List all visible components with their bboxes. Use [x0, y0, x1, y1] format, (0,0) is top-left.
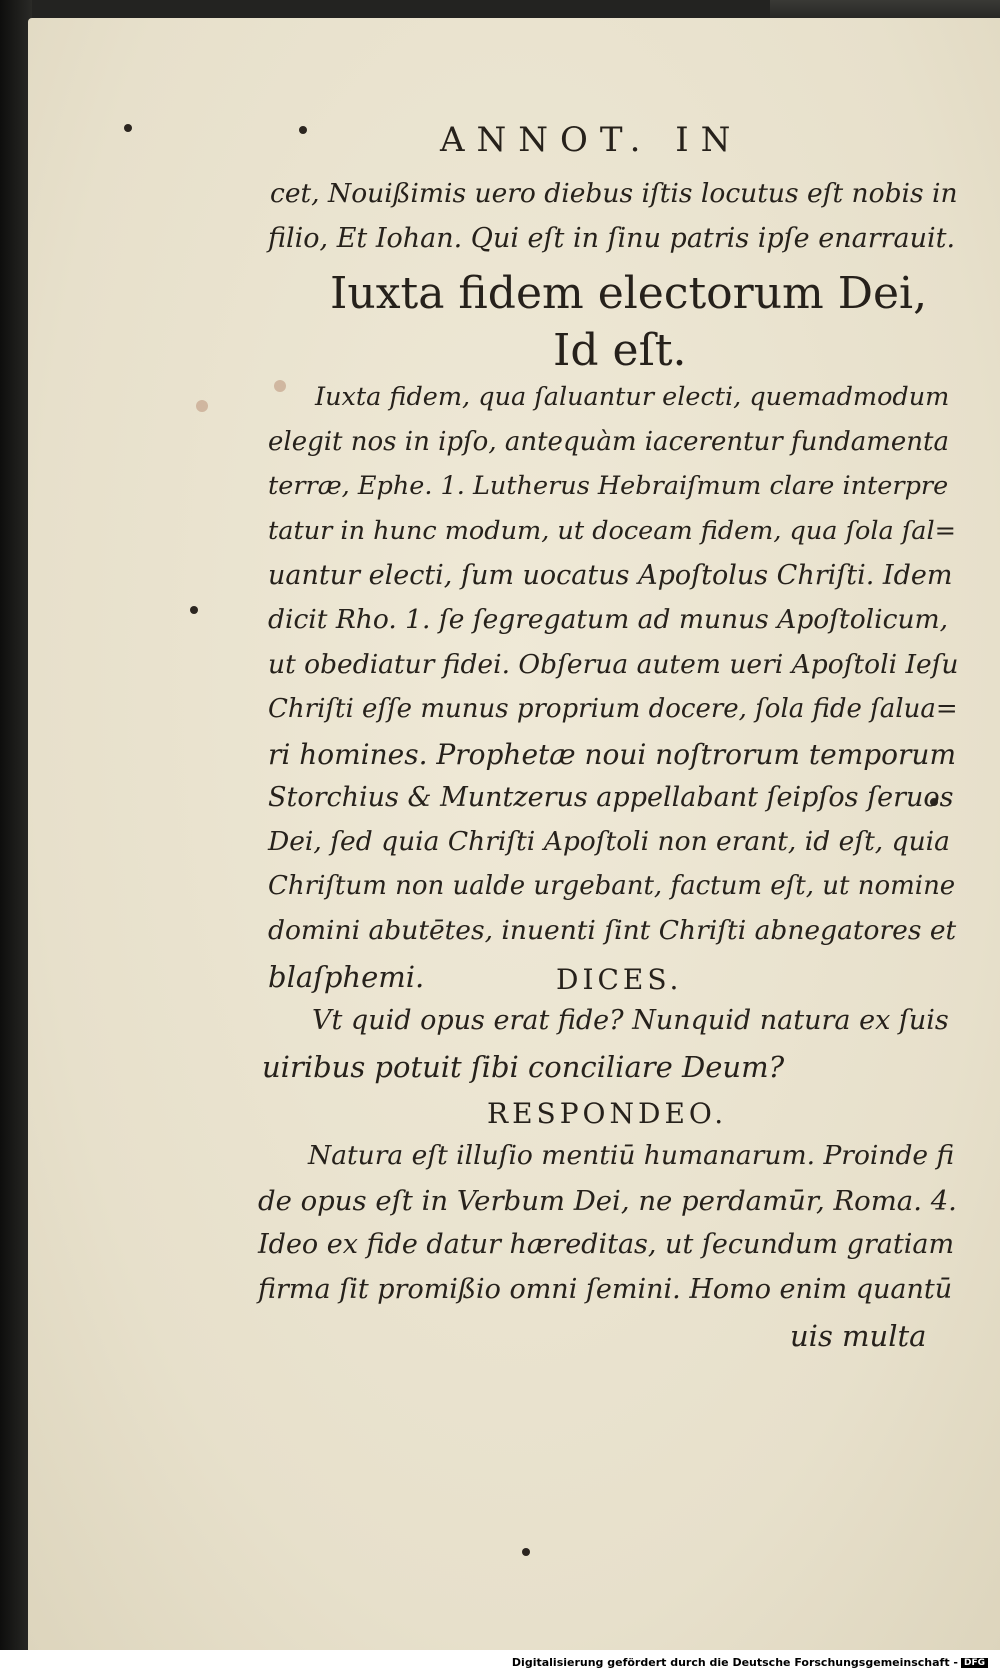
text-line: Natura eſt illuſio mentiū humanarum. Proinde fi — [308, 1140, 955, 1171]
text-line: uiribus potuit ſibi conciliare Deum? — [262, 1050, 785, 1084]
text-line: Iuxta fidem, qua ſaluantur electi, quemadmodum — [315, 382, 950, 412]
text-line: domini abutētes, inuenti ſint Chriſti abnegatores et — [268, 915, 957, 946]
text-line: elegit nos in ipſo, antequàm iacerentur fundamenta — [268, 427, 949, 457]
text-line: dicit Rho. 1. ſe ſegregatum ad munus Apoſtolicum, — [268, 604, 949, 635]
catchword: uis multa — [790, 1319, 927, 1353]
section-label: RESPONDEO. — [487, 1097, 728, 1130]
text-line: firma ſit promißio omni ſemini. Homo enim quantū — [258, 1274, 953, 1305]
text-line: uantur electi, ſum uocatus Apoſtolus Chriſti. Idem — [268, 560, 953, 591]
footer-bar — [0, 1650, 1000, 1676]
ink-speck — [522, 1548, 530, 1556]
text-line: ri homines. Prophetæ noui noſtrorum temporum — [268, 738, 957, 771]
dfg-logo: DFG — [961, 1658, 988, 1668]
text-line: terræ, Ephe. 1. Lutherus Hebraiſmum clare interpre — [268, 471, 949, 501]
text-line: filio, Et Iohan. Qui eſt in ſinu patris ipſe enarrauit. — [268, 223, 956, 254]
running-head: ANNOT. IN — [440, 120, 743, 160]
text-line: blaſphemi. — [268, 960, 425, 994]
text-line: Chriſti eſſe munus proprium docere, ſola fide ſalua= — [268, 694, 958, 724]
text-line: Chriſtum non ualde urgebant, factum eſt, ut nomine — [268, 871, 956, 901]
text-line: de opus eſt in Verbum Dei, ne perdamūr, Roma. 4. — [258, 1185, 957, 1217]
section-heading: Id eſt. — [553, 325, 687, 376]
text-line: Vt quid opus erat fide? Nunquid natura ex ſuis — [312, 1005, 949, 1036]
funding-text: Digitalisierung gefördert durch die Deutsche Forschungsgemeinschaft - — [511, 1656, 958, 1669]
text-line: Ideo ex fide datur hæreditas, ut ſecundum gratiam — [258, 1229, 955, 1260]
text-line: cet, Nouißimis uero diebus iſtis locutus eſt nobis in — [270, 178, 958, 209]
ink-speck — [190, 606, 198, 614]
ink-speck — [299, 126, 307, 134]
paper-stain — [196, 400, 208, 412]
paper-stain — [274, 380, 286, 392]
text-line: Storchius & Muntzerus appellabant ſeipſos ſeruos — [268, 782, 954, 813]
section-label: DICES. — [556, 963, 683, 996]
ink-speck — [124, 124, 132, 132]
section-heading: Iuxta fidem electorum Dei, — [330, 268, 928, 319]
text-line: ut obediatur fidei. Obſerua autem ueri Apoſtoli Ieſu — [268, 649, 959, 680]
text-line: tatur in hunc modum, ut doceam fidem, qua ſola ſal= — [268, 516, 957, 546]
text-line: Dei, ſed quia Chriſti Apoſtoli non erant, id eſt, quia — [268, 826, 950, 857]
funding-note — [512, 1656, 988, 1669]
